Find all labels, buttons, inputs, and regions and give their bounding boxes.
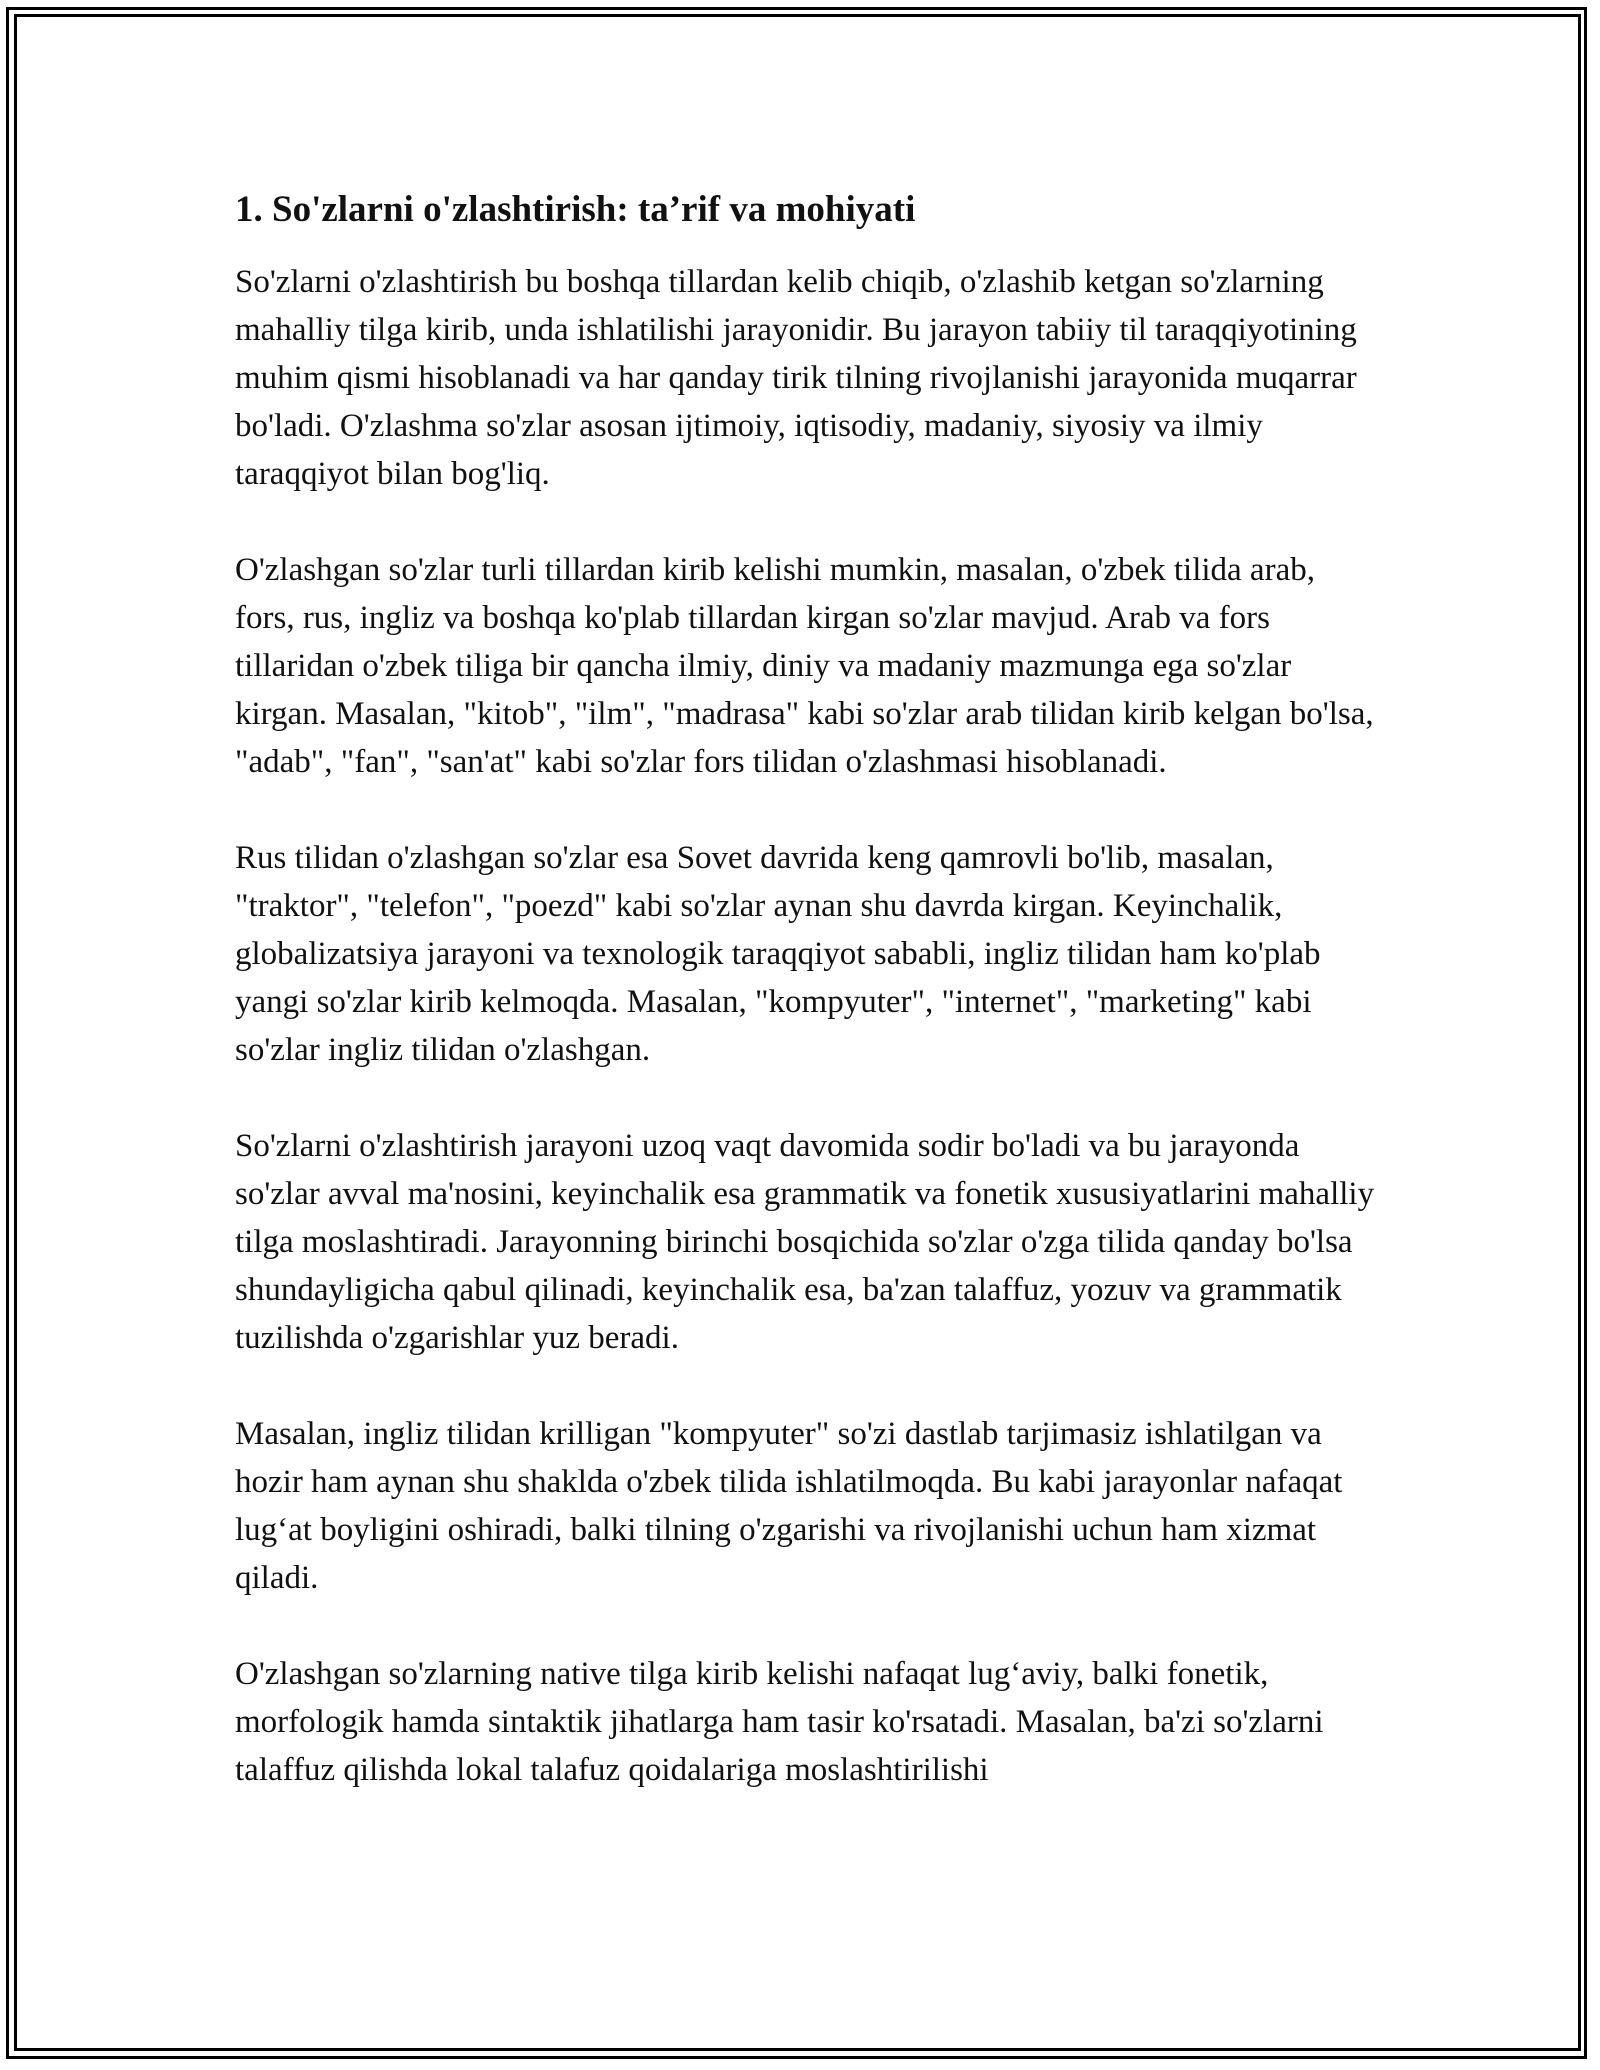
section-heading: 1. So'zlarni o'zlashtirish: ta’rif va mohiyati [235, 189, 916, 230]
paragraph-2: O'zlashgan so'zlar turli tillardan kirib kelishi mumkin, masalan, o'zbek tilida arab, fors, rus, ingliz va boshqa ko'plab tillardan kirgan so'zlar mavjud. Arab va fors tillaridan o'zbek tiliga bir qancha ilmiy, diniy va madaniy mazmunga ega so'zlar kirgan. Masalan, "kitob", "ilm", "madrasa" kabi so'zlar arab tilidan kirib kelgan bo'lsa, "adab", "fan", "san'at" kabi so'zlar fors tilidan o'zlashmasi hisoblanadi. [235, 552, 1374, 780]
paragraph-3: Rus tilidan o'zlashgan so'zlar esa Sovet davrida keng qamrovli bo'lib, masalan, "traktor", "telefon", "poezd" kabi so'zlar aynan shu davrda kirgan. Keyinchalik, globalizatsiya jarayoni va texnologik taraqqiyot sababli, ingliz tilidan ham ko'plab yangi so'zlar kirib kelmoqda. Masalan, "kompyuter", "internet", "marketing" kabi so'zlar ingliz tilidan o'zlashgan. [235, 840, 1321, 1068]
paragraph-4: So'zlarni o'zlashtirish jarayoni uzoq vaqt davomida sodir bo'ladi va bu jarayonda so'zlar avval ma'nosini, keyinchalik esa grammatik va fonetik xususiyatlarini mahalliy tilga moslashtiradi. Jarayonning birinchi bosqichida so'zlar o'zga tilida qanday bo'lsa shundayligicha qabul qilinadi, keyinchalik esa, ba'zan talaffuz, yozuv va grammatik tuzilishda o'zgarishlar yuz beradi. [235, 1128, 1375, 1356]
paragraph-5: Masalan, ingliz tilidan krilligan "kompyuter" so'zi dastlab tarjimasiz ishlatilgan va hozir ham aynan shu shaklda o'zbek tilida ishlatilmoqda. Bu kabi jarayonlar nafaqat lug‘at boyligini oshiradi, balki tilning o'zgarishi va rivojlanishi uchun ham xizmat qiladi. [235, 1416, 1343, 1596]
paragraph-1: So'zlarni o'zlashtirish bu boshqa tillardan kelib chiqib, o'zlashib ketgan so'zlarning mahalliy tilga kirib, unda ishlatilishi jarayonidir. Bu jarayon tabiiy til taraqqiyotining muhim qismi hisoblanadi va har qanday tirik tilning rivojlanishi jarayonida muqarrar bo'ladi. O'zlashma so'zlar asosan ijtimoiy, iqtisodiy, madaniy, siyosiy va ilmiy taraqqiyot bilan bog'liq. [235, 264, 1357, 492]
paragraph-6: O'zlashgan so'zlarning native tilga kirib kelishi nafaqat lug‘aviy, balki fonetik, morfologik hamda sintaktik jihatlarga ham tasir ko'rsatadi. Masalan, ba'zi so'zlarni talaffuz qilishda lokal talafuz qoidalariga moslashtirilishi [235, 1656, 1324, 1788]
document-body [235, 186, 1375, 1842]
